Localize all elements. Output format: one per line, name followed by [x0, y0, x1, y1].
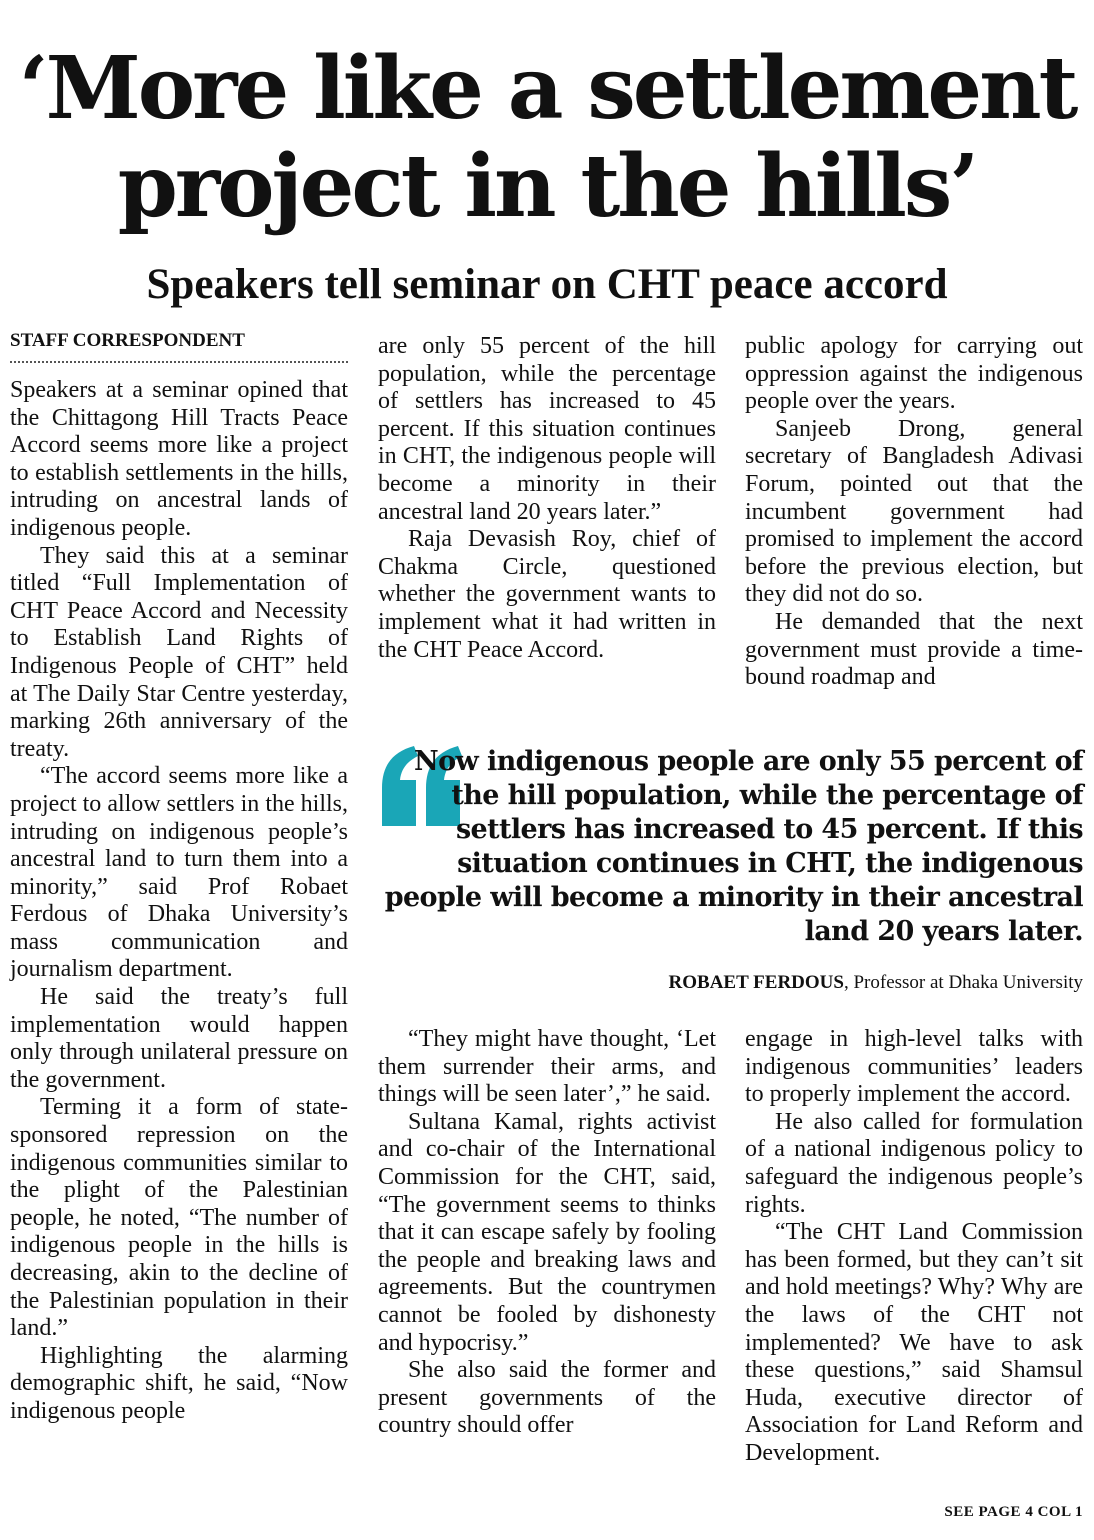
paragraph: “The CHT Land Commission has been formed, but they can’t sit and hold meetings? Why? Why are the laws of the CHT not implemented? We have to ask these questions,” said Shamsul Huda, executive director of Association for Land Reform and Development.	[745, 1219, 1083, 1466]
paragraph: Sultana Kamal, rights activist and co-chair of the International Commission for the CHT, said, “The government seems to thinks that it can escape safely by fooling the people and breaking laws and agreements. But the countrymen cannot be fooled by dishonesty and hypocrisy.”	[378, 1108, 716, 1356]
article-column-2-top	[378, 333, 716, 664]
paragraph: Highlighting the alarming demographic shift, he said, “Now indigenous people	[10, 1342, 348, 1424]
pull-quote-text: Now indigenous people are only 55 percent of the hill population, while the percentage of settlers has increased to 45 percent. If this situation continues in CHT, the indigenous people will become a minority in their ancestral land 20 years later.	[384, 746, 1083, 947]
continued-on-page-link: SEE PAGE 4 COL 1	[944, 1504, 1083, 1520]
pull-quote-attribution	[378, 972, 1083, 994]
article-column-3-top	[745, 333, 1083, 692]
paragraph: are only 55 percent of the hill population, while the percentage of settlers has increased to 45 percent. If this situation continues in CHT, the indigenous people will become a minority in their ancestral land 20 years later.”	[378, 333, 716, 525]
headline-line-1: ‘More like a settlement	[18, 38, 1076, 139]
pull-quote-role: , Professor at Dhaka University	[843, 972, 1083, 993]
paragraph: Sanjeeb Drong, general secretary of Bangladesh Adivasi Forum, pointed out that the incumbent government had promised to implement the accord before the previous election, but they did not do so.	[745, 415, 1083, 608]
article-column-2-bottom	[378, 1026, 716, 1440]
pull-quote-speaker: ROBAET FERDOUS	[668, 972, 844, 993]
headline-line-2: project in the hills’	[117, 136, 977, 237]
paragraph: public apology for carrying out oppression against the indigenous people over the years.	[745, 333, 1083, 415]
paragraph: She also said the former and present governments of the country should offer	[378, 1357, 716, 1439]
paragraph: They said this at a seminar titled “Full Implementation of CHT Peace Accord and Necessity to Establish Land Rights of Indigenous People of CHT” held at The Daily Star Centre yesterday, marking 26th anniversary of the treaty.	[10, 542, 348, 762]
paragraph: “They might have thought, ‘Let them surrender their arms, and things will be seen later’,” he said.	[378, 1026, 716, 1108]
article-column-1	[10, 377, 348, 1426]
pull-quote	[378, 740, 1083, 1020]
paragraph: Terming it a form of state-sponsored repression on the indigenous communities similar to the plight of the Palestinian people, he noted, “The number of indigenous people in the hills is decreasing, akin to the decline of the Palestinian population in their land.”	[10, 1094, 348, 1342]
subheadline: Speakers tell seminar on CHT peace accord	[146, 261, 948, 308]
headline	[0, 40, 1094, 236]
paragraph: He said the treaty’s full implementation would happen only through unilateral pressure on the government.	[10, 984, 348, 1093]
paragraph: Raja Devasish Roy, chief of Chakma Circle, questioned whether the government wants to implement what it had written in the CHT Peace Accord.	[378, 526, 716, 663]
paragraph: He also called for formulation of a national indigenous policy to safeguard the indigenous people’s rights.	[745, 1108, 1083, 1218]
paragraph: engage in high-level talks with indigenous communities’ leaders to properly implement the accord.	[745, 1026, 1083, 1108]
article-column-3-bottom	[745, 1026, 1083, 1468]
paragraph: He demanded that the next government must provide a time-bound roadmap and	[745, 608, 1083, 691]
byline: STAFF CORRESPONDENT	[10, 330, 348, 363]
paragraph: Speakers at a seminar opined that the Chittagong Hill Tracts Peace Accord seems more like a project to establish settlements in the hills, intruding on ancestral lands of indigenous people.	[10, 377, 348, 541]
paragraph: “The accord seems more like a project to allow settlers in the hills, intruding on indigenous people’s ancestral land to turn them into a minority,” said Prof Robaet Ferdous of Dhaka University’s mass communication and journalism department.	[10, 763, 348, 983]
